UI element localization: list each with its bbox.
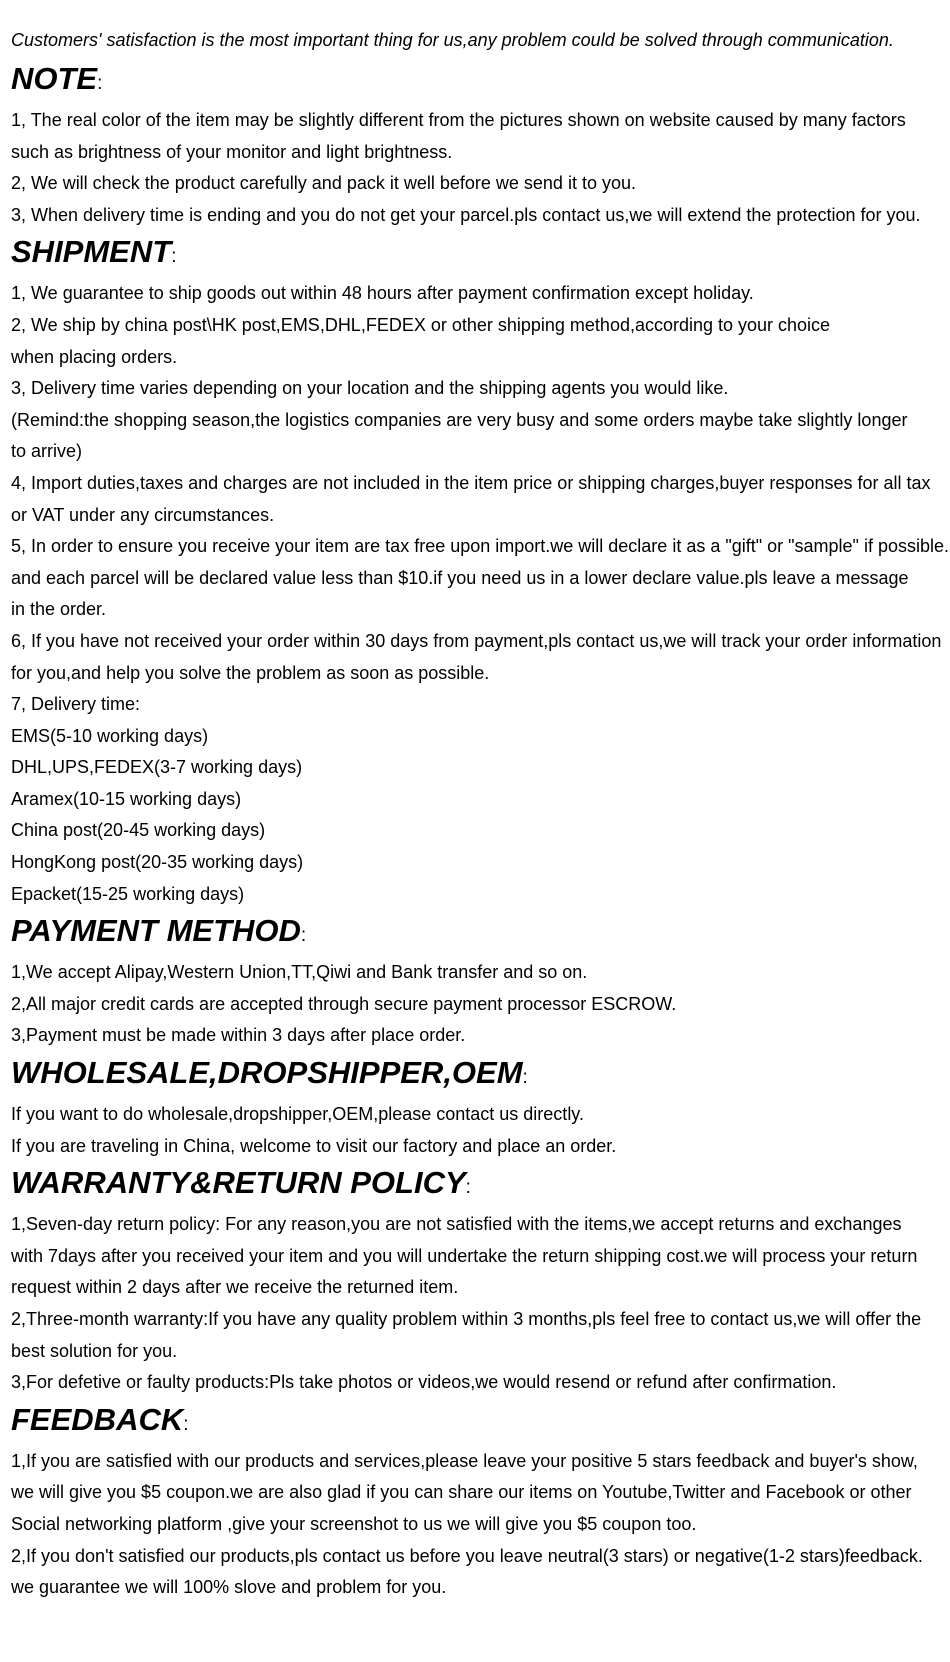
- section-title-colon: :: [97, 73, 103, 94]
- section-lines: [11, 278, 950, 910]
- text-line: China post(20-45 working days): [11, 820, 266, 841]
- section-heading: [11, 58, 950, 100]
- text-line: 7, Delivery time:: [11, 694, 141, 715]
- text-line: to arrive): [11, 441, 83, 462]
- text-line: Aramex(10-15 working days): [11, 788, 242, 809]
- section-title-colon: :: [522, 1067, 528, 1089]
- text-line: If you are traveling in China, welcome to visit our factory and place an order.: [11, 1135, 617, 1156]
- text-line: HongKong post(20-35 working days): [11, 852, 304, 873]
- section-heading: [11, 1162, 950, 1204]
- text-line: 4, Import duties,taxes and charges are not included in the item price or shipping charges,buyer responses for all tax: [11, 472, 931, 493]
- section-lines: [11, 957, 950, 1052]
- section-lines: [11, 1099, 950, 1162]
- section-heading: [11, 1052, 950, 1094]
- text-line: 1, We guarantee to ship goods out within 48 hours after payment confirmation except holiday.: [11, 283, 754, 304]
- text-line: DHL,UPS,FEDEX(3-7 working days): [11, 757, 303, 778]
- text-line: 2, We ship by china post\HK post,EMS,DHL,FEDEX or other shipping method,according to your choice: [11, 314, 831, 335]
- section-title: PAYMENT METHOD: [11, 913, 301, 949]
- text-line: in the order.: [11, 599, 107, 620]
- section-title: NOTE: [11, 61, 98, 96]
- text-line: request within 2 days after we receive the returned item.: [11, 1277, 459, 1298]
- section-heading: [11, 231, 950, 273]
- text-line: 1,We accept Alipay,Western Union,TT,Qiwi and Bank transfer and so on.: [11, 962, 588, 983]
- text-line: when placing orders.: [11, 346, 178, 367]
- text-line: Epacket(15-25 working days): [11, 883, 245, 904]
- section-payment-method: [11, 910, 950, 1052]
- sections-container: [11, 58, 950, 1604]
- text-line: 1,If you are satisfied with our products and services,please leave your positive 5 stars feedback and buyer's show,: [11, 1450, 918, 1471]
- text-line: 2,Three-month warranty:If you have any quality problem within 3 months,pls feel free to contact us,we will offer the: [11, 1309, 922, 1329]
- section-title-colon: :: [183, 1413, 189, 1435]
- section-title-colon: :: [465, 1177, 471, 1199]
- text-line: 5, In order to ensure you receive your item are tax free upon import.we will declare it as a "gift" or "sample" if possible.: [11, 536, 949, 557]
- text-line: (Remind:the shopping season,the logistics companies are very busy and some orders maybe take slightly longer: [11, 409, 908, 430]
- section-lines: [11, 1446, 950, 1604]
- text-line: 3,Payment must be made within 3 days after place order.: [11, 1025, 466, 1046]
- section-warranty-return-policy: [11, 1162, 950, 1399]
- section-note: [11, 58, 950, 231]
- text-line: and each parcel will be declared value less than $10.if you need us in a lower declare value.pls leave a message: [11, 567, 909, 588]
- section-lines: [11, 105, 950, 231]
- text-line: such as brightness of your monitor and light brightness.: [11, 141, 453, 162]
- section-title-colon: :: [171, 246, 177, 268]
- section-wholesale-dropshipper-oem: [11, 1052, 950, 1162]
- section-title: SHIPMENT: [11, 234, 172, 270]
- text-line: EMS(5-10 working days): [11, 725, 209, 746]
- text-line: 6, If you have not received your order within 30 days from payment,pls contact us,we will track your order information: [11, 630, 942, 651]
- section-title-colon: :: [300, 925, 307, 947]
- text-line: 3,For defetive or faulty products:Pls take photos or videos,we would resend or refund after confirmation.: [11, 1372, 837, 1393]
- section-shipment: [11, 231, 950, 910]
- text-line: for you,and help you solve the problem as soon as possible.: [11, 662, 490, 683]
- text-line: we guarantee we will 100% slove and problem for you.: [11, 1577, 447, 1598]
- text-line: 1, The real color of the item may be slightly different from the pictures shown on website caused by many factors: [11, 110, 906, 130]
- text-line: 1,Seven-day return policy: For any reason,you are not satisfied with the items,we accept returns and exchanges: [11, 1214, 902, 1235]
- text-line: best solution for you.: [11, 1340, 178, 1361]
- section-lines: [11, 1209, 950, 1399]
- text-line: or VAT under any circumstances.: [11, 504, 275, 525]
- section-title: WARRANTY&RETURN POLICY: [11, 1165, 466, 1201]
- text-line: 3, Delivery time varies depending on your location and the shipping agents you would like.: [11, 378, 729, 399]
- text-line: 3, When delivery time is ending and you do not get your parcel.pls contact us,we will extend the protection for you.: [11, 204, 921, 225]
- section-heading: [11, 1399, 950, 1441]
- section-feedback: [11, 1399, 950, 1604]
- text-line: Social networking platform ,give your screenshot to us we will give you $5 coupon too.: [11, 1513, 697, 1534]
- section-title: FEEDBACK: [11, 1401, 184, 1437]
- section-title: WHOLESALE,DROPSHIPPER,OEM: [11, 1055, 523, 1091]
- intro-text: Customers' satisfaction is the most important thing for us,any problem could be solved through communication.: [11, 30, 894, 50]
- text-line: 2,All major credit cards are accepted through secure payment processor ESCROW.: [11, 993, 677, 1014]
- text-line: 2,If you don't satisfied our products,pls contact us before you leave neutral(3 stars) or negative(1-2 stars)feedback.: [11, 1545, 923, 1566]
- text-line: we will give you $5 coupon.we are also glad if you can share our items on Youtube,Twitter and Facebook or other: [11, 1482, 912, 1503]
- text-line: 2, We will check the product carefully and pack it well before we send it to you.: [11, 173, 636, 194]
- text-line: with 7days after you received your item and you will undertake the return shipping cost.we will process your return: [11, 1245, 918, 1266]
- section-heading: [11, 910, 950, 952]
- text-line: If you want to do wholesale,dropshipper,OEM,please contact us directly.: [11, 1104, 584, 1125]
